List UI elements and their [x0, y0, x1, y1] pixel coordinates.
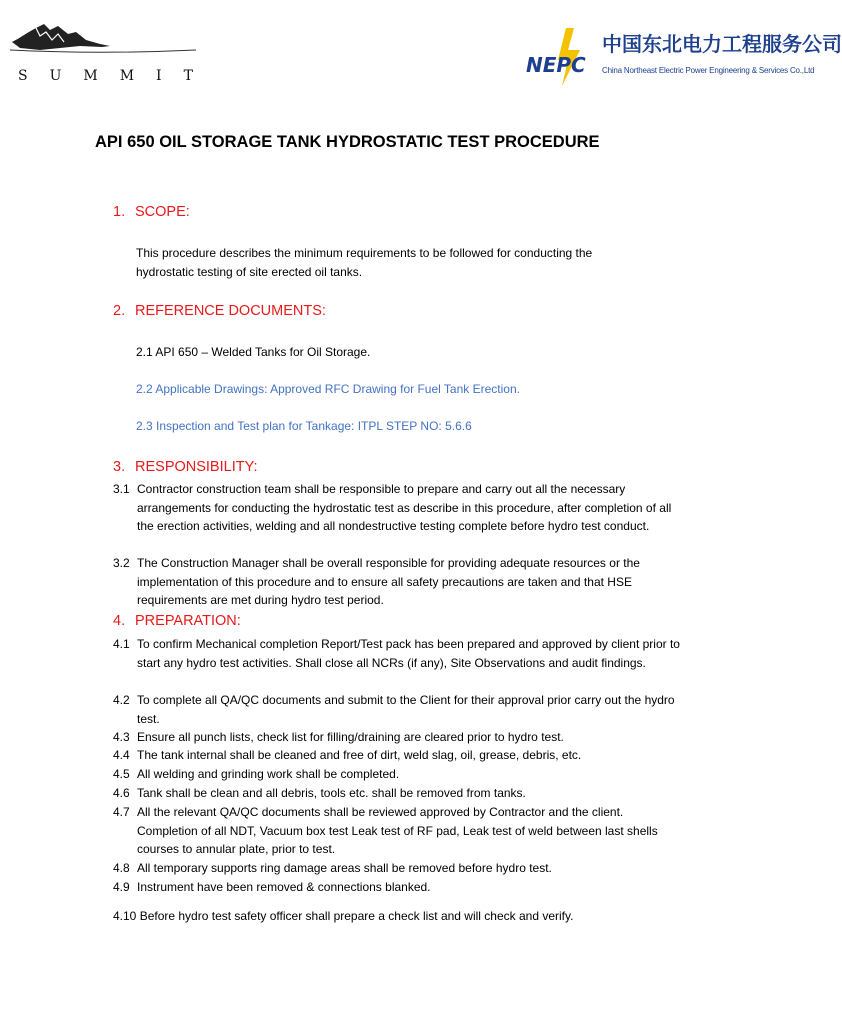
item-number: 4.6	[113, 786, 130, 800]
item-number: 4.9	[113, 880, 130, 894]
item-text: The Construction Manager shall be overall responsible for providing adequate resources or the implementation of this procedure and to ensure all safety precautions are taken and that HSE requirements are met during hydro test period.	[137, 556, 640, 607]
list-item	[113, 554, 683, 610]
item-text: Contractor construction team shall be responsible to prepare and carry out all the necessary arrangements for conducting the hydrostatic test as describe in this procedure, after completion of all the erection activities, welding and all nondestructive testing complete before hydro test conduct.	[137, 482, 672, 533]
company-name-cn: 中国东北电力工程服务公司	[602, 32, 842, 56]
item-text: To complete all QA/QC documents and submit to the Client for their approval prior carry out the hydro test.	[137, 693, 675, 726]
summit-wordmark: SUMMIT	[18, 68, 215, 84]
section-number: 1.	[113, 204, 126, 220]
item-number: 4.4	[113, 748, 130, 762]
list-item	[113, 635, 683, 672]
item-number: 4.5	[113, 767, 130, 781]
item-text: To confirm Mechanical completion Report/Test pack has been prepared and approved by client prior to start any hydro test activities. Shall close all NCRs (if any), Site Observations and audit findings.	[137, 637, 680, 670]
item-text: All welding and grinding work shall be completed.	[137, 767, 400, 781]
item-text: Instrument have been removed & connections blanked.	[137, 880, 431, 894]
list-item	[113, 691, 683, 728]
mountain-icon	[10, 20, 200, 62]
section-heading-scope	[113, 204, 190, 220]
item-number: 4.8	[113, 861, 130, 875]
section-heading-preparation	[113, 613, 241, 629]
section-heading-references	[113, 303, 326, 319]
section-title: RESPONSIBILITY:	[135, 459, 258, 475]
section-number: 3.	[113, 459, 126, 475]
section-title: REFERENCE DOCUMENTS:	[135, 303, 326, 319]
list-item	[113, 878, 683, 897]
summit-logo	[10, 20, 215, 86]
list-item	[113, 765, 683, 784]
list-item	[113, 746, 683, 765]
item-number: 4.2	[113, 693, 130, 707]
nepc-logo	[522, 10, 842, 90]
item-number: 4.7	[113, 805, 130, 819]
item-number: 4.1	[113, 637, 130, 651]
item-text: The tank internal shall be cleaned and free of dirt, weld slag, oil, grease, debris, etc.	[137, 748, 582, 762]
nepc-lightning-icon	[522, 28, 602, 88]
section-heading-responsibility	[113, 459, 258, 475]
list-item	[113, 784, 683, 803]
item-text: Ensure all punch lists, check list for filling/draining are cleared prior to hydro test.	[137, 730, 564, 744]
item-number: 3.2	[113, 556, 130, 570]
item-number: 3.1	[113, 482, 130, 496]
list-item-last: 4.10 Before hydro test safety officer shall prepare a check list and will check and verify.	[113, 909, 574, 923]
reference-item: 2.2 Applicable Drawings: Approved RFC Drawing for Fuel Tank Erection.	[136, 382, 520, 396]
list-item	[113, 728, 683, 747]
company-name-en: China Northeast Electric Power Engineering & Services Co.,Ltd	[602, 66, 815, 75]
list-item	[113, 480, 683, 536]
section-title: PREPARATION:	[135, 613, 241, 629]
list-item	[113, 803, 683, 859]
item-number: 4.3	[113, 730, 130, 744]
document-title: API 650 OIL STORAGE TANK HYDROSTATIC TEST PROCEDURE	[95, 133, 600, 151]
section-number: 4.	[113, 613, 126, 629]
item-text: Tank shall be clean and all debris, tools etc. shall be removed from tanks.	[137, 786, 526, 800]
nepc-mark-text: NEPC	[526, 53, 586, 77]
scope-paragraph: This procedure describes the minimum requirements to be followed for conducting the hydrostatic testing of site erected oil tanks.	[136, 246, 593, 279]
section-number: 2.	[113, 303, 126, 319]
reference-item: 2.3 Inspection and Test plan for Tankage: ITPL STEP NO: 5.6.6	[136, 419, 472, 433]
item-text: All the relevant QA/QC documents shall be reviewed approved by Contractor and the client. Completion of all NDT, Vacuum box test Leak test of RF pad, Leak test of weld between last shells courses to annular plate, prior to test.	[137, 805, 658, 856]
list-item	[113, 859, 683, 878]
section-title: SCOPE:	[135, 204, 190, 220]
reference-item: 2.1 API 650 – Welded Tanks for Oil Storage.	[136, 345, 371, 359]
item-text: All temporary supports ring damage areas shall be removed before hydro test.	[137, 861, 552, 875]
